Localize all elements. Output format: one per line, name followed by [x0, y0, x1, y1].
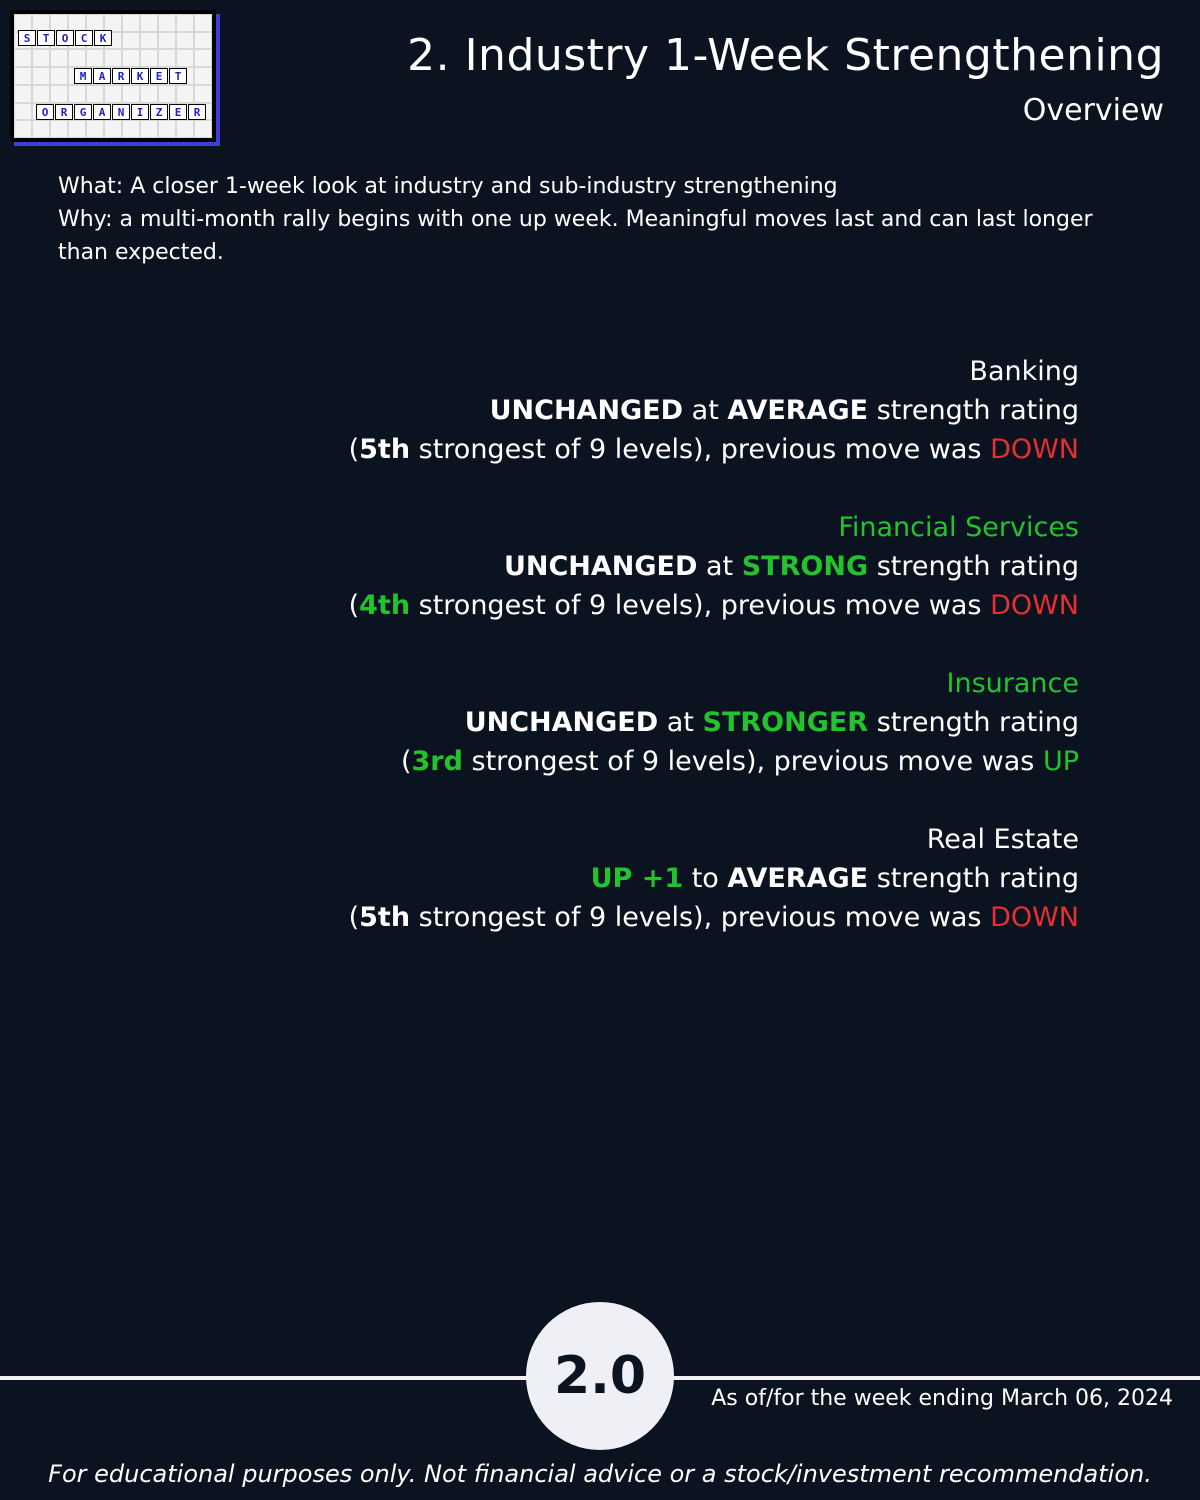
previous-move: UP	[1042, 746, 1079, 777]
logo-grid-cell	[104, 85, 122, 103]
industry-name: Real Estate	[926, 824, 1079, 855]
as-of-date: As of/for the week ending March 06, 2024	[711, 1386, 1173, 1411]
logo-letter: K	[94, 30, 112, 46]
logo-grid-cell	[50, 85, 68, 103]
logo-grid-cell	[68, 49, 86, 67]
page-title: 2. Industry 1-Week Strengthening	[407, 30, 1164, 81]
logo-grid-cell	[14, 85, 32, 103]
rating-label: AVERAGE	[727, 863, 869, 894]
connector: at	[691, 395, 719, 426]
logo-grid-cell	[140, 85, 158, 103]
logo-grid-cell	[122, 120, 140, 138]
logo-word-stock	[18, 30, 113, 46]
logo	[10, 10, 216, 142]
industry-entry	[179, 664, 1079, 781]
logo-grid-cell	[86, 120, 104, 138]
industry-change-line	[179, 391, 1079, 430]
rating-suffix: strength rating	[876, 551, 1079, 582]
rank-text: strongest of 9 levels), previous move was	[418, 590, 982, 621]
logo-grid-cell	[32, 49, 50, 67]
logo-grid-cell	[86, 49, 104, 67]
logo-letter: M	[74, 68, 92, 84]
logo-grid-cell	[194, 49, 212, 67]
disclaimer: For educational purposes only. Not financial advice or a stock/investment recommendation.	[48, 1460, 1152, 1488]
industry-rank-line: (3rd strongest of 9 levels), previous move was UP	[400, 746, 1079, 777]
rank-label: 5th	[359, 902, 411, 933]
logo-letter: R	[188, 104, 206, 120]
logo-letter: O	[56, 30, 74, 46]
industry-entry	[179, 352, 1079, 469]
logo-letter: E	[169, 104, 187, 120]
logo-grid-cell	[122, 32, 140, 50]
logo-letter: T	[37, 30, 55, 46]
logo-grid-cell	[104, 120, 122, 138]
industry-rank-line: (5th strongest of 9 levels), previous move was DOWN	[348, 902, 1079, 933]
industry-change-line	[179, 703, 1079, 742]
rank-label: 3rd	[411, 746, 463, 777]
logo-grid-cell	[14, 49, 32, 67]
logo-grid-cell	[194, 85, 212, 103]
logo-letter: I	[131, 104, 149, 120]
logo-grid-cell	[176, 49, 194, 67]
rating-suffix: strength rating	[876, 863, 1079, 894]
logo-letter: G	[74, 104, 92, 120]
change-label: UNCHANGED	[489, 395, 684, 426]
industry-change-line	[179, 859, 1079, 898]
industry-name: Financial Services	[838, 512, 1079, 543]
logo-grid-cell	[176, 120, 194, 138]
logo-grid-cell	[194, 120, 212, 138]
industry-name: Banking	[969, 356, 1079, 387]
rating-label: STRONGER	[702, 707, 869, 738]
logo-grid-cell	[158, 14, 176, 32]
intro-why: Why: a multi-month rally begins with one up week. Meaningful moves last and can last longer than expected.	[58, 207, 1093, 265]
page-subtitle: Overview	[1022, 93, 1164, 128]
logo-letter: C	[75, 30, 93, 46]
industry-rank-line: (5th strongest of 9 levels), previous move was DOWN	[348, 434, 1079, 465]
industry-list	[179, 352, 1079, 976]
industry-entry	[179, 820, 1079, 937]
logo-grid-cell	[14, 67, 32, 85]
logo-grid-cell	[158, 120, 176, 138]
connector: at	[666, 707, 694, 738]
change-label: UP +1	[590, 863, 684, 894]
logo-letter: N	[112, 104, 130, 120]
logo-grid-cell	[86, 85, 104, 103]
rank-text: strongest of 9 levels), previous move was	[418, 434, 982, 465]
logo-grid-cell	[122, 14, 140, 32]
logo-grid-cell	[68, 85, 86, 103]
logo-word-market	[74, 68, 188, 84]
logo-letter: R	[112, 68, 130, 84]
logo-grid-cell	[122, 85, 140, 103]
logo-grid-cell	[68, 120, 86, 138]
logo-grid-cell	[32, 85, 50, 103]
logo-grid-cell	[104, 49, 122, 67]
rating-label: AVERAGE	[727, 395, 869, 426]
rank-label: 5th	[359, 434, 411, 465]
logo-grid-cell	[32, 67, 50, 85]
logo-grid-cell	[140, 32, 158, 50]
connector: to	[691, 863, 719, 894]
logo-letter: K	[131, 68, 149, 84]
rank-text: strongest of 9 levels), previous move was	[471, 746, 1035, 777]
industry-name: Insurance	[946, 668, 1079, 699]
logo-grid-cell	[50, 49, 68, 67]
logo-grid-cell	[158, 49, 176, 67]
logo-grid-cell	[50, 120, 68, 138]
logo-letter: A	[93, 68, 111, 84]
logo-letter: R	[55, 104, 73, 120]
logo-grid-cell	[122, 49, 140, 67]
logo-grid-cell	[140, 120, 158, 138]
logo-grid-cell	[176, 32, 194, 50]
previous-move: DOWN	[990, 902, 1079, 933]
previous-move: DOWN	[990, 590, 1079, 621]
logo-grid-cell	[14, 103, 32, 121]
logo-grid-cell	[32, 120, 50, 138]
logo-letter: O	[36, 104, 54, 120]
logo-grid-cell	[14, 120, 32, 138]
rating-suffix: strength rating	[876, 395, 1079, 426]
logo-word-organizer	[36, 104, 207, 120]
industry-change-line	[179, 547, 1079, 586]
section-number-badge: 2.0	[526, 1302, 674, 1450]
rank-label: 4th	[359, 590, 411, 621]
rank-text: strongest of 9 levels), previous move was	[418, 902, 982, 933]
previous-move: DOWN	[990, 434, 1079, 465]
change-label: UNCHANGED	[503, 551, 698, 582]
logo-grid-cell	[140, 14, 158, 32]
logo-grid-cell	[158, 32, 176, 50]
logo-letter: T	[169, 68, 187, 84]
logo-grid-cell	[158, 85, 176, 103]
change-label: UNCHANGED	[464, 707, 659, 738]
logo-grid-cell	[176, 14, 194, 32]
logo-grid-cell	[50, 67, 68, 85]
logo-letter: Z	[150, 104, 168, 120]
logo-letter: A	[93, 104, 111, 120]
logo-grid-cell	[194, 67, 212, 85]
logo-grid-cell	[140, 49, 158, 67]
connector: at	[706, 551, 734, 582]
rating-label: STRONG	[741, 551, 869, 582]
logo-letter: S	[18, 30, 36, 46]
logo-grid-cell	[194, 14, 212, 32]
logo-letter: E	[150, 68, 168, 84]
industry-rank-line: (4th strongest of 9 levels), previous move was DOWN	[348, 590, 1079, 621]
intro	[58, 170, 1148, 269]
logo-grid-cell	[176, 85, 194, 103]
industry-entry	[179, 508, 1079, 625]
intro-what: What: A closer 1-week look at industry and sub-industry strengthening	[58, 174, 838, 199]
rating-suffix: strength rating	[876, 707, 1079, 738]
logo-grid-cell	[194, 32, 212, 50]
